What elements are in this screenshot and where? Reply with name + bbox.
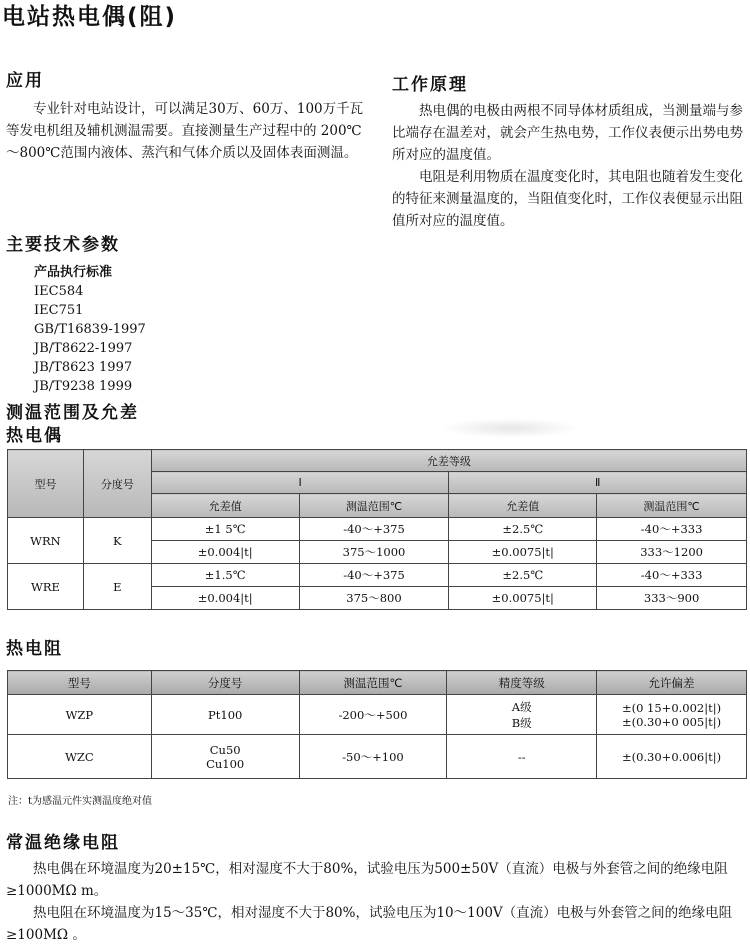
- cell-range: -200～+500: [299, 695, 447, 735]
- header-tol-value: 允差值: [449, 494, 597, 518]
- header-range: 测温范围℃: [299, 494, 449, 518]
- cell-model: WRE: [8, 564, 84, 610]
- cell: -40～+333: [597, 564, 747, 587]
- cell: -40～+375: [299, 564, 449, 587]
- cell: 333～900: [597, 587, 747, 610]
- cell-graduation: Pt100: [151, 695, 299, 735]
- principle-text: [392, 100, 747, 232]
- header-range: 测温范围℃: [299, 671, 447, 695]
- cell: -40～+333: [597, 518, 747, 541]
- cell: 375～800: [299, 587, 449, 610]
- thermocouple-table: [7, 449, 747, 610]
- range-heading: 测温范围及允差: [6, 403, 139, 423]
- principle-paragraph-2: 电阻是利用物质在温度变化时，其电阻也随着发生变化的特征来测量温度的，当阻值变化时，工作仪表便显示出阻值所对应的温度值。: [392, 169, 743, 229]
- deviation-a: ±(0 15+0.002|t|): [621, 700, 722, 715]
- rtd-table: [7, 670, 747, 779]
- principle-paragraph-1: 热电偶的电极由两根不同导体材质组成，当测量端与参比端存在温差对，就会产生热电势，工作仪表便示出势电势所对应的温度值。: [392, 103, 743, 163]
- table-row: [8, 518, 747, 541]
- cell: ±1.5℃: [151, 564, 299, 587]
- cell: ±2.5℃: [449, 518, 597, 541]
- standard-item: IEC751: [34, 303, 84, 318]
- header-graduation: 分度号: [151, 671, 299, 695]
- cell-graduation: [151, 735, 299, 779]
- grade-a: A级: [511, 699, 532, 714]
- application-heading: 应用: [6, 71, 44, 91]
- standard-item: GB/T16839-1997: [34, 322, 146, 337]
- cell: ±1 5℃: [151, 518, 299, 541]
- cell-graduation: E: [83, 564, 151, 610]
- graduation-cu50: Cu50: [209, 742, 241, 757]
- header-tol-value: 允差值: [151, 494, 299, 518]
- cell-model: WRN: [8, 518, 84, 564]
- table-row: [8, 735, 747, 779]
- cell: ±0.0075|t|: [449, 587, 597, 610]
- table-note: 注：t为感温元件实测温度绝对值: [8, 796, 153, 807]
- header-deviation: 允许偏差: [597, 671, 747, 695]
- standard-item: JB/T8623 1997: [34, 360, 133, 375]
- standard-item: JB/T9238 1999: [34, 379, 133, 394]
- cell-model: WZC: [8, 735, 152, 779]
- header-range: 测温范围℃: [597, 494, 747, 518]
- scan-smudge: [440, 418, 580, 438]
- cell: 375～1000: [299, 541, 449, 564]
- table-row: [8, 695, 747, 735]
- application-text: [6, 98, 364, 164]
- graduation-cu100: Cu100: [206, 756, 245, 771]
- rtd-heading: 热电阻: [6, 639, 63, 659]
- header-grade: 精度等级: [447, 671, 597, 695]
- grade-b: B级: [511, 715, 532, 730]
- cell-graduation: K: [83, 518, 151, 564]
- standard-item: JB/T8622-1997: [34, 341, 133, 356]
- header-graduation: 分度号: [83, 450, 151, 518]
- params-heading: 主要技术参数: [6, 235, 120, 255]
- page-title: 电站热电偶(阻): [2, 4, 178, 30]
- standards-title: 产品执行标准: [34, 265, 113, 280]
- table-row: [8, 564, 747, 587]
- cell: 333～1200: [597, 541, 747, 564]
- cell-range: -50～+100: [299, 735, 447, 779]
- cell: ±0.004|t|: [151, 541, 299, 564]
- insulation-heading: 常温绝缘电阻: [6, 833, 120, 853]
- header-model: 型号: [8, 671, 152, 695]
- cell: ±0.004|t|: [151, 587, 299, 610]
- cell-deviation: [597, 695, 747, 735]
- header-model: 型号: [8, 450, 84, 518]
- cell: -40～+375: [299, 518, 449, 541]
- application-paragraph: 专业针对电站设计，可以满足30万、60万、100万千瓦等发电机组及辅机测温需要。直接测量生产过程中的 200℃～800℃范围内液体、蒸汽和气体介质以及固体表面测温。: [6, 101, 364, 161]
- deviation-b: ±(0.30+0 005|t|): [621, 714, 722, 729]
- insulation-paragraph-1: 热电偶在环境温度为20±15℃，相对湿度不大于80%，试验电压为500±50V（直流）电极与外套管之间的绝缘电阻≥1000MΩ m。: [6, 861, 728, 899]
- cell-grade: [447, 695, 597, 735]
- standard-item: IEC584: [34, 284, 84, 299]
- insulation-paragraph-2: 热电阻在环境温度为15～35℃，相对湿度不大于80%，试验电压为10～100V（直流）电极与外套管之间的绝缘电阻≥100MΩ 。: [6, 905, 733, 943]
- thermocouple-heading: 热电偶: [6, 426, 63, 446]
- cell: ±2.5℃: [449, 564, 597, 587]
- insulation-text: [6, 858, 744, 946]
- cell-model: WZP: [8, 695, 152, 735]
- cell-deviation: ±(0.30+0.006|t|): [597, 735, 747, 779]
- standards-list: [34, 263, 146, 396]
- cell: ±0.0075|t|: [449, 541, 597, 564]
- header-class-1: Ⅰ: [151, 472, 449, 494]
- header-class-2: Ⅱ: [449, 472, 747, 494]
- cell-grade: --: [447, 735, 597, 779]
- header-tolerance-class: 允差等级: [151, 450, 746, 472]
- principle-heading: 工作原理: [392, 75, 468, 95]
